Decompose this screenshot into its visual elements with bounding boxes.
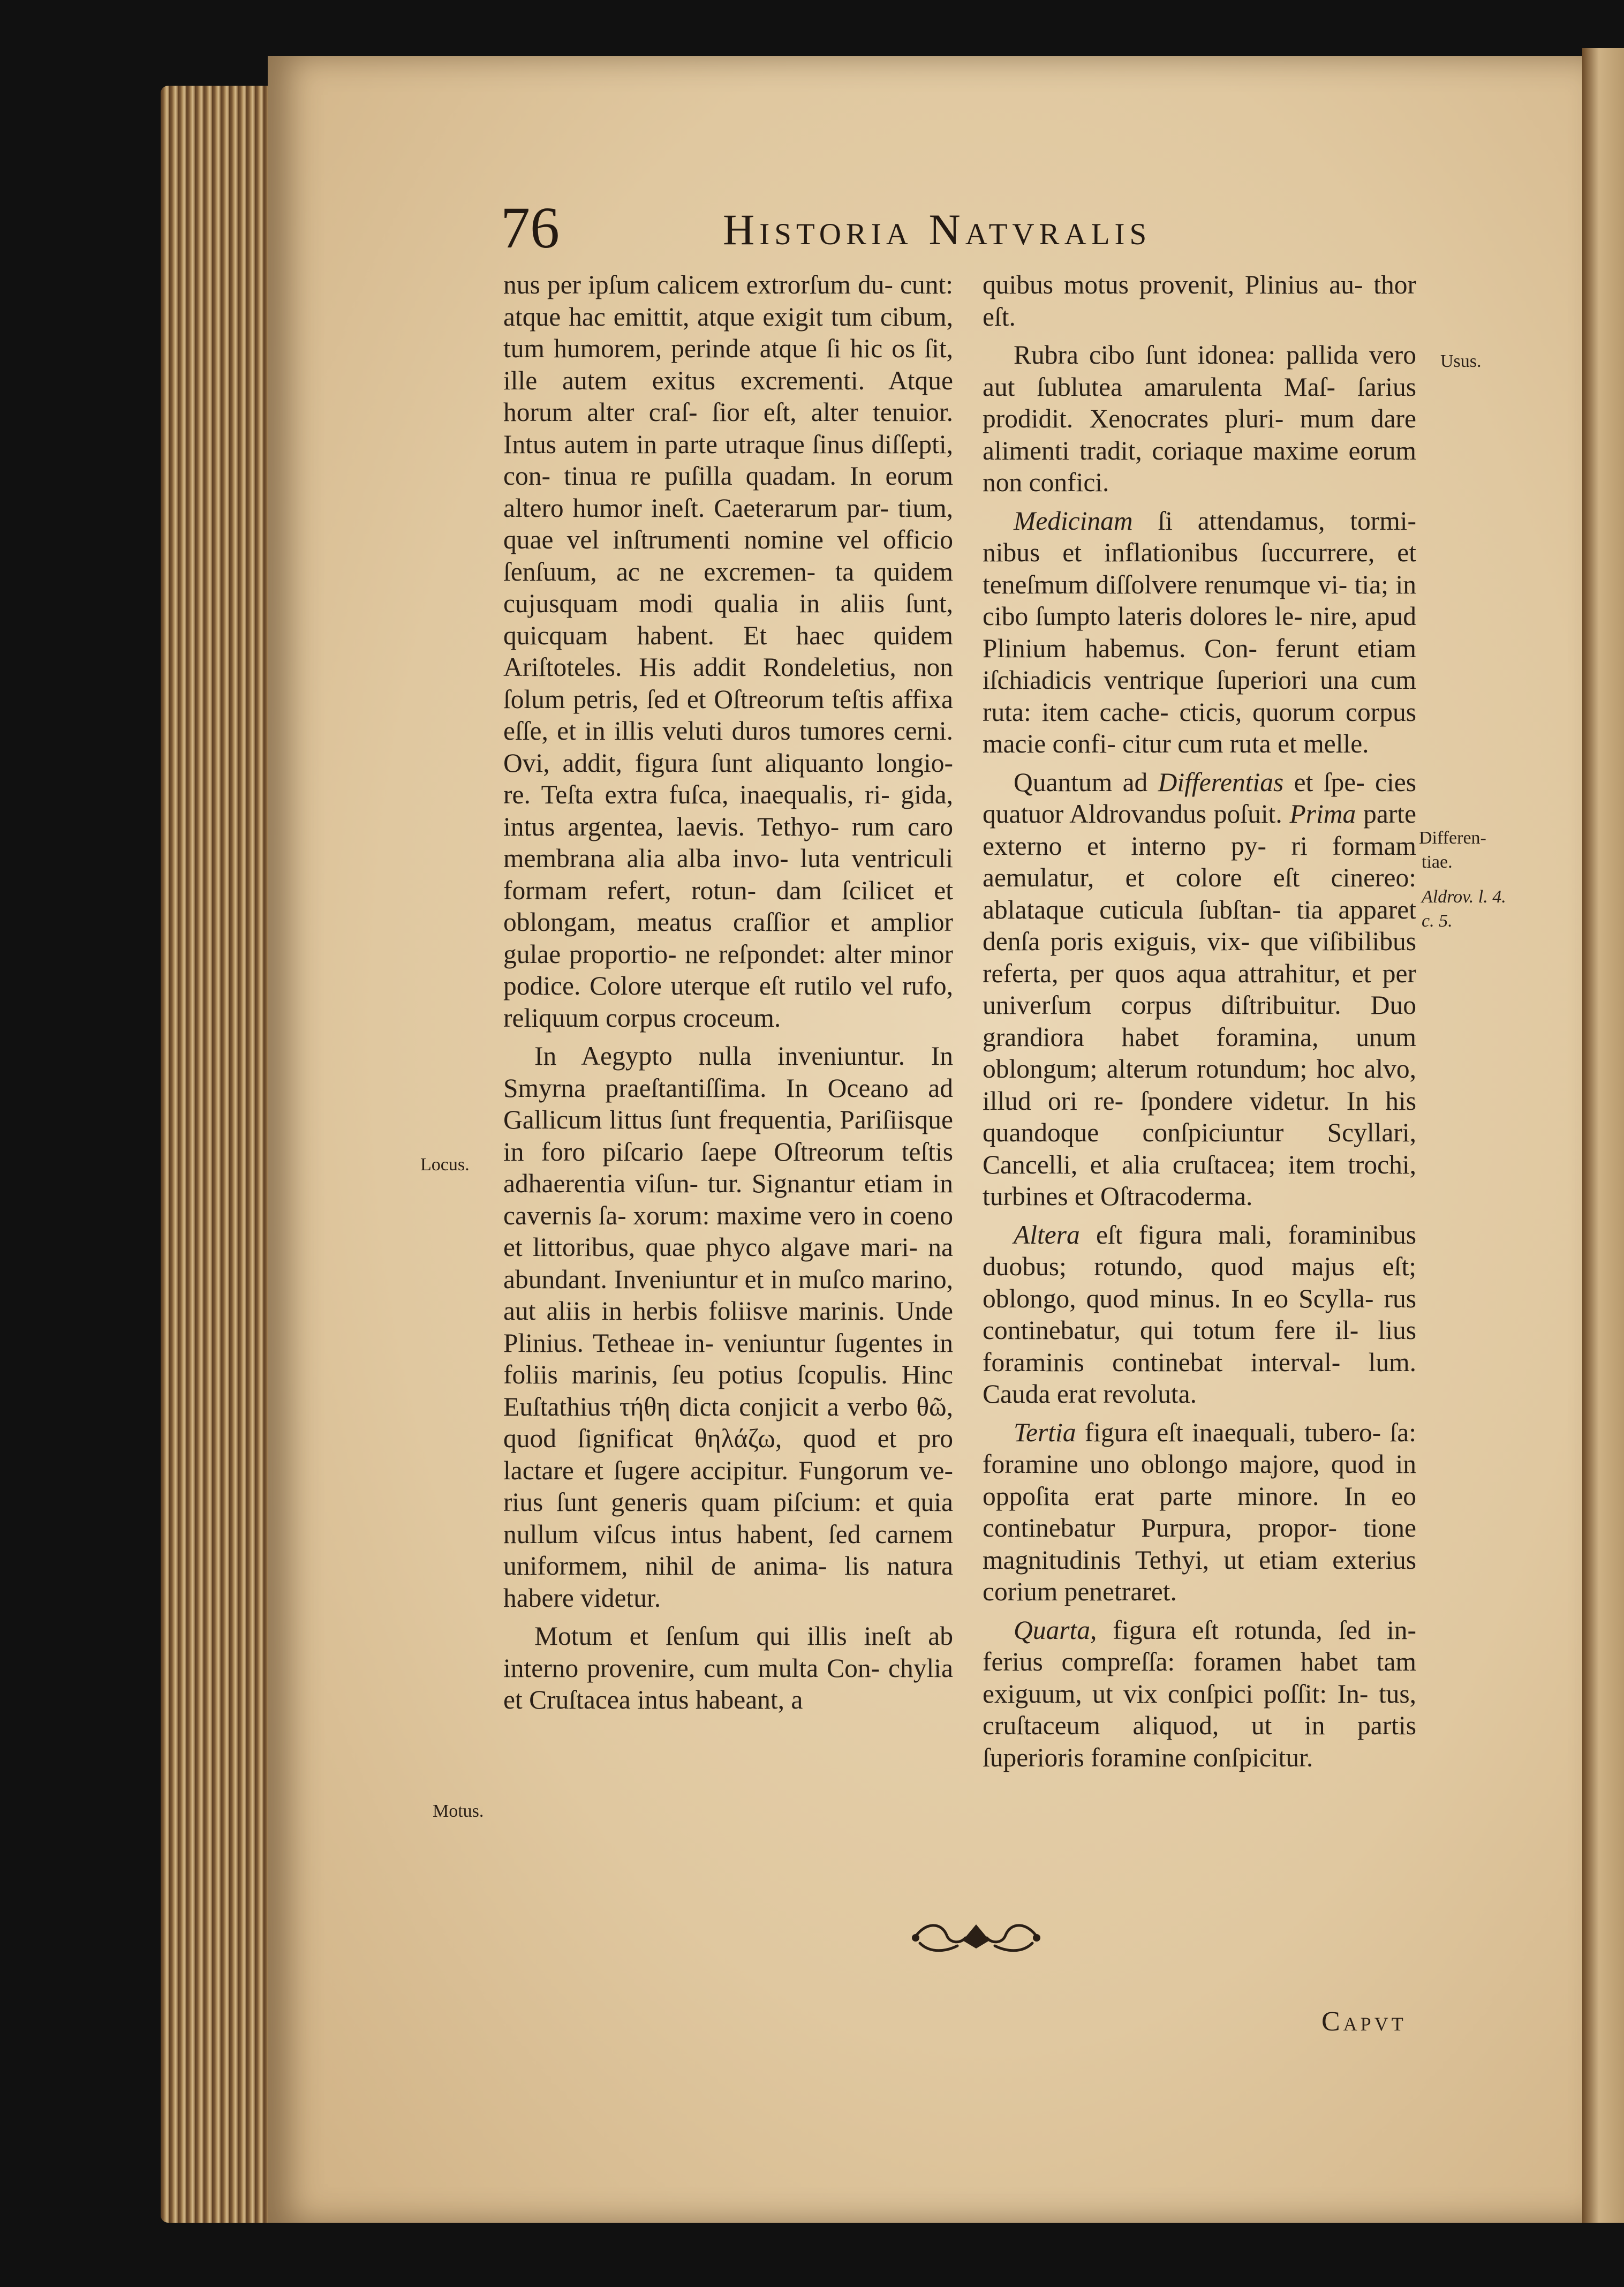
paragraph-text: parte externo et interno py- ri formam aemulatur, et colore eſt cinereo: ablataque cuticula ſubſtan- tia apparet denſa poris exiguis, vix- que viſibilibus referta, per quos aqua attrahitur, et per univerſum corpus diſtribuitur. Duo grandiora habet foramina, unum oblongum; alterum rotundum; hoc alvo, illud ori re- ſpondere videtur. In his quandoque conſpiciuntur Scyllari, Cancelli, et alia cruſtacea; item trochi, turbines et Oſtracoderma. [983, 799, 1417, 1211]
margin-note-usus: Usus. [1440, 351, 1482, 371]
margin-note-motus: Motus. [433, 1801, 484, 1821]
paragraph: Motum et ſenſum qui illis ineſt ab interno provenire, cum multa Con- chylia et Cruſtacea intus habeant, a [503, 1621, 953, 1714]
paragraph [983, 1417, 1416, 1608]
margin-note-aldrov-2: c. 5. [1422, 911, 1453, 931]
right-column [983, 269, 1416, 1773]
paragraph-text: Quantum ad [1014, 767, 1158, 797]
paragraph-text: et ſpe- cies quatuor Aldrovandus poſuit. [983, 767, 1416, 829]
margin-note-aldrov-1: Aldrov. l. 4. [1422, 887, 1506, 907]
page-edges [161, 86, 273, 2223]
margin-note-differentiae-1: Differen- [1419, 828, 1486, 848]
italic-term: Tertia [1014, 1417, 1076, 1447]
paragraph [983, 1219, 1416, 1410]
paragraph: nus per ipſum calicem extrorſum du- cunt: atque hac emittit, atque exigit tum cibum, tum humorem, perinde atque ſi hic os ſit, ille autem exitus excrementi. Atque horum alter craſ- ſior eſt, alter tenuior. Intus autem in parte utraque ſinus diſſepti, con- tinua re puſilla quadam. In eorum altero humor ineſt. Caeterarum par- tium, quae vel inſtrumenti nomine vel officio ſenſuum, ac ne excremen- ta quidem cujusquam modi qualia in aliis ſunt, quicquam habent. Et haec quidem Ariſtoteles. His addit Rondeletius, non ſolum petris, ſed et Oſtreorum teſtis affixa eſſe, et in illis veluti duros tumores cerni. Ovi, addit, figura ſunt aliquanto longio- re. Teſta extra fuſca, inaequalis, ri- gida, intus argentea, laevis. Tethyo- rum caro membrana alia alba invo- luta ventriculi formam refert, rotun- dam ſcilicet et oblongam, meatus craſſior et amplior gulae proportio- ne reſpondet: alter minor podice. Colore uterque eſt rutilo vel rufo, reliquum corpus croceum. [503, 270, 953, 1033]
italic-term: Quarta [1014, 1615, 1091, 1645]
margin-note-differentiae-2: tiae. [1422, 852, 1453, 872]
margin-note-locus: Locus. [420, 1155, 470, 1175]
ornament-icon [909, 1916, 1043, 1959]
paragraph-text: , figura eſt rotunda, ſed in- ferius compreſſa: foramen habet tam exiguum, ut vix conſpici poſſit: In- tus, cruſtaceum aliquod, ut in partis ſuperioris foramine conſpicitur. [983, 1615, 1416, 1772]
left-column [503, 269, 953, 1716]
paragraph [983, 505, 1416, 760]
paragraph-text: eſt figura mali, foraminibus duobus; rotundo, quod majus eſt; oblongo, quod minus. In eo Scylla- rus continebatur, qui totum fere il- lius foraminis continebat interval- lum. Cauda erat revoluta. [983, 1220, 1416, 1409]
page-number: 76 [501, 195, 560, 260]
paragraph: Rubra cibo ſunt idonea: pallida vero aut ſublutea amarulenta Maſ- ſarius prodidit. Xenocrates pluri- mum dare alimenti tradit, coriaque maxime eorum non confici. [983, 340, 1416, 497]
running-title: Historia Natvralis [723, 205, 1152, 254]
italic-term: Prima [1289, 799, 1356, 829]
italic-term: Altera [1014, 1220, 1080, 1250]
paragraph: quibus motus provenit, Plinius au- thor eſt. [983, 270, 1416, 332]
paragraph-text: figura eſt inaequali, tubero- ſa: foramine uno oblongo majore, quod in oppoſita erat parte minore. In eo continebatur Purpura, propor- tione magnitudinis Tethyi, ut etiam exterius corium penetraret. [983, 1417, 1416, 1606]
italic-term: Medicinam [1014, 506, 1133, 536]
paragraph-text: ſi attendamus, tormi- nibus et inflationibus ſuccurrere, et teneſmum diſſolvere renumque vi- tia; in cibo ſumpto lateris dolores le- nire, apud Plinium habemus. Con- ferunt etiam iſchiadicis ventrique ſuperiori una cum ruta: item cache- cticis, quorum corpus macie confi- citur cum ruta et melle. [983, 506, 1416, 758]
catchword: Capvt [1321, 2006, 1407, 2037]
italic-term: Differentias [1158, 767, 1284, 797]
paragraph [983, 766, 1416, 1213]
paragraph: In Aegypto nulla inveniuntur. In Smyrna praeſtantiſſima. In Oceano ad Gallicum littus ſunt frequentia, Pariſiisque in foro piſcario ſaepe Oſtreorum teſtis adhaerentia viſun- tur. Signantur etiam in cavernis ſa- xorum: maxime vero in coeno et littoribus, quae phyco algave mari- na abundant. Inveniuntur et in muſco marino, aut aliis in herbis foliisve marinis. Unde Plinius. Tetheae in- veniuntur ſugentes in foliis marinis, ſeu potius ſcopulis. Hinc Euſtathius τήθη dicta conjicit a verbo θῶ, quod ſignificat θηλάζω, quod et pro lactare et ſugere accipitur. Fungorum ve- rius ſunt generis quam piſcium: et quia nullum viſcus intus habent, ſed carnem uniformem, nihil de anima- lis natura habere videtur. [503, 1041, 953, 1613]
paragraph [983, 1614, 1416, 1774]
facing-page-edge [1582, 48, 1624, 2223]
